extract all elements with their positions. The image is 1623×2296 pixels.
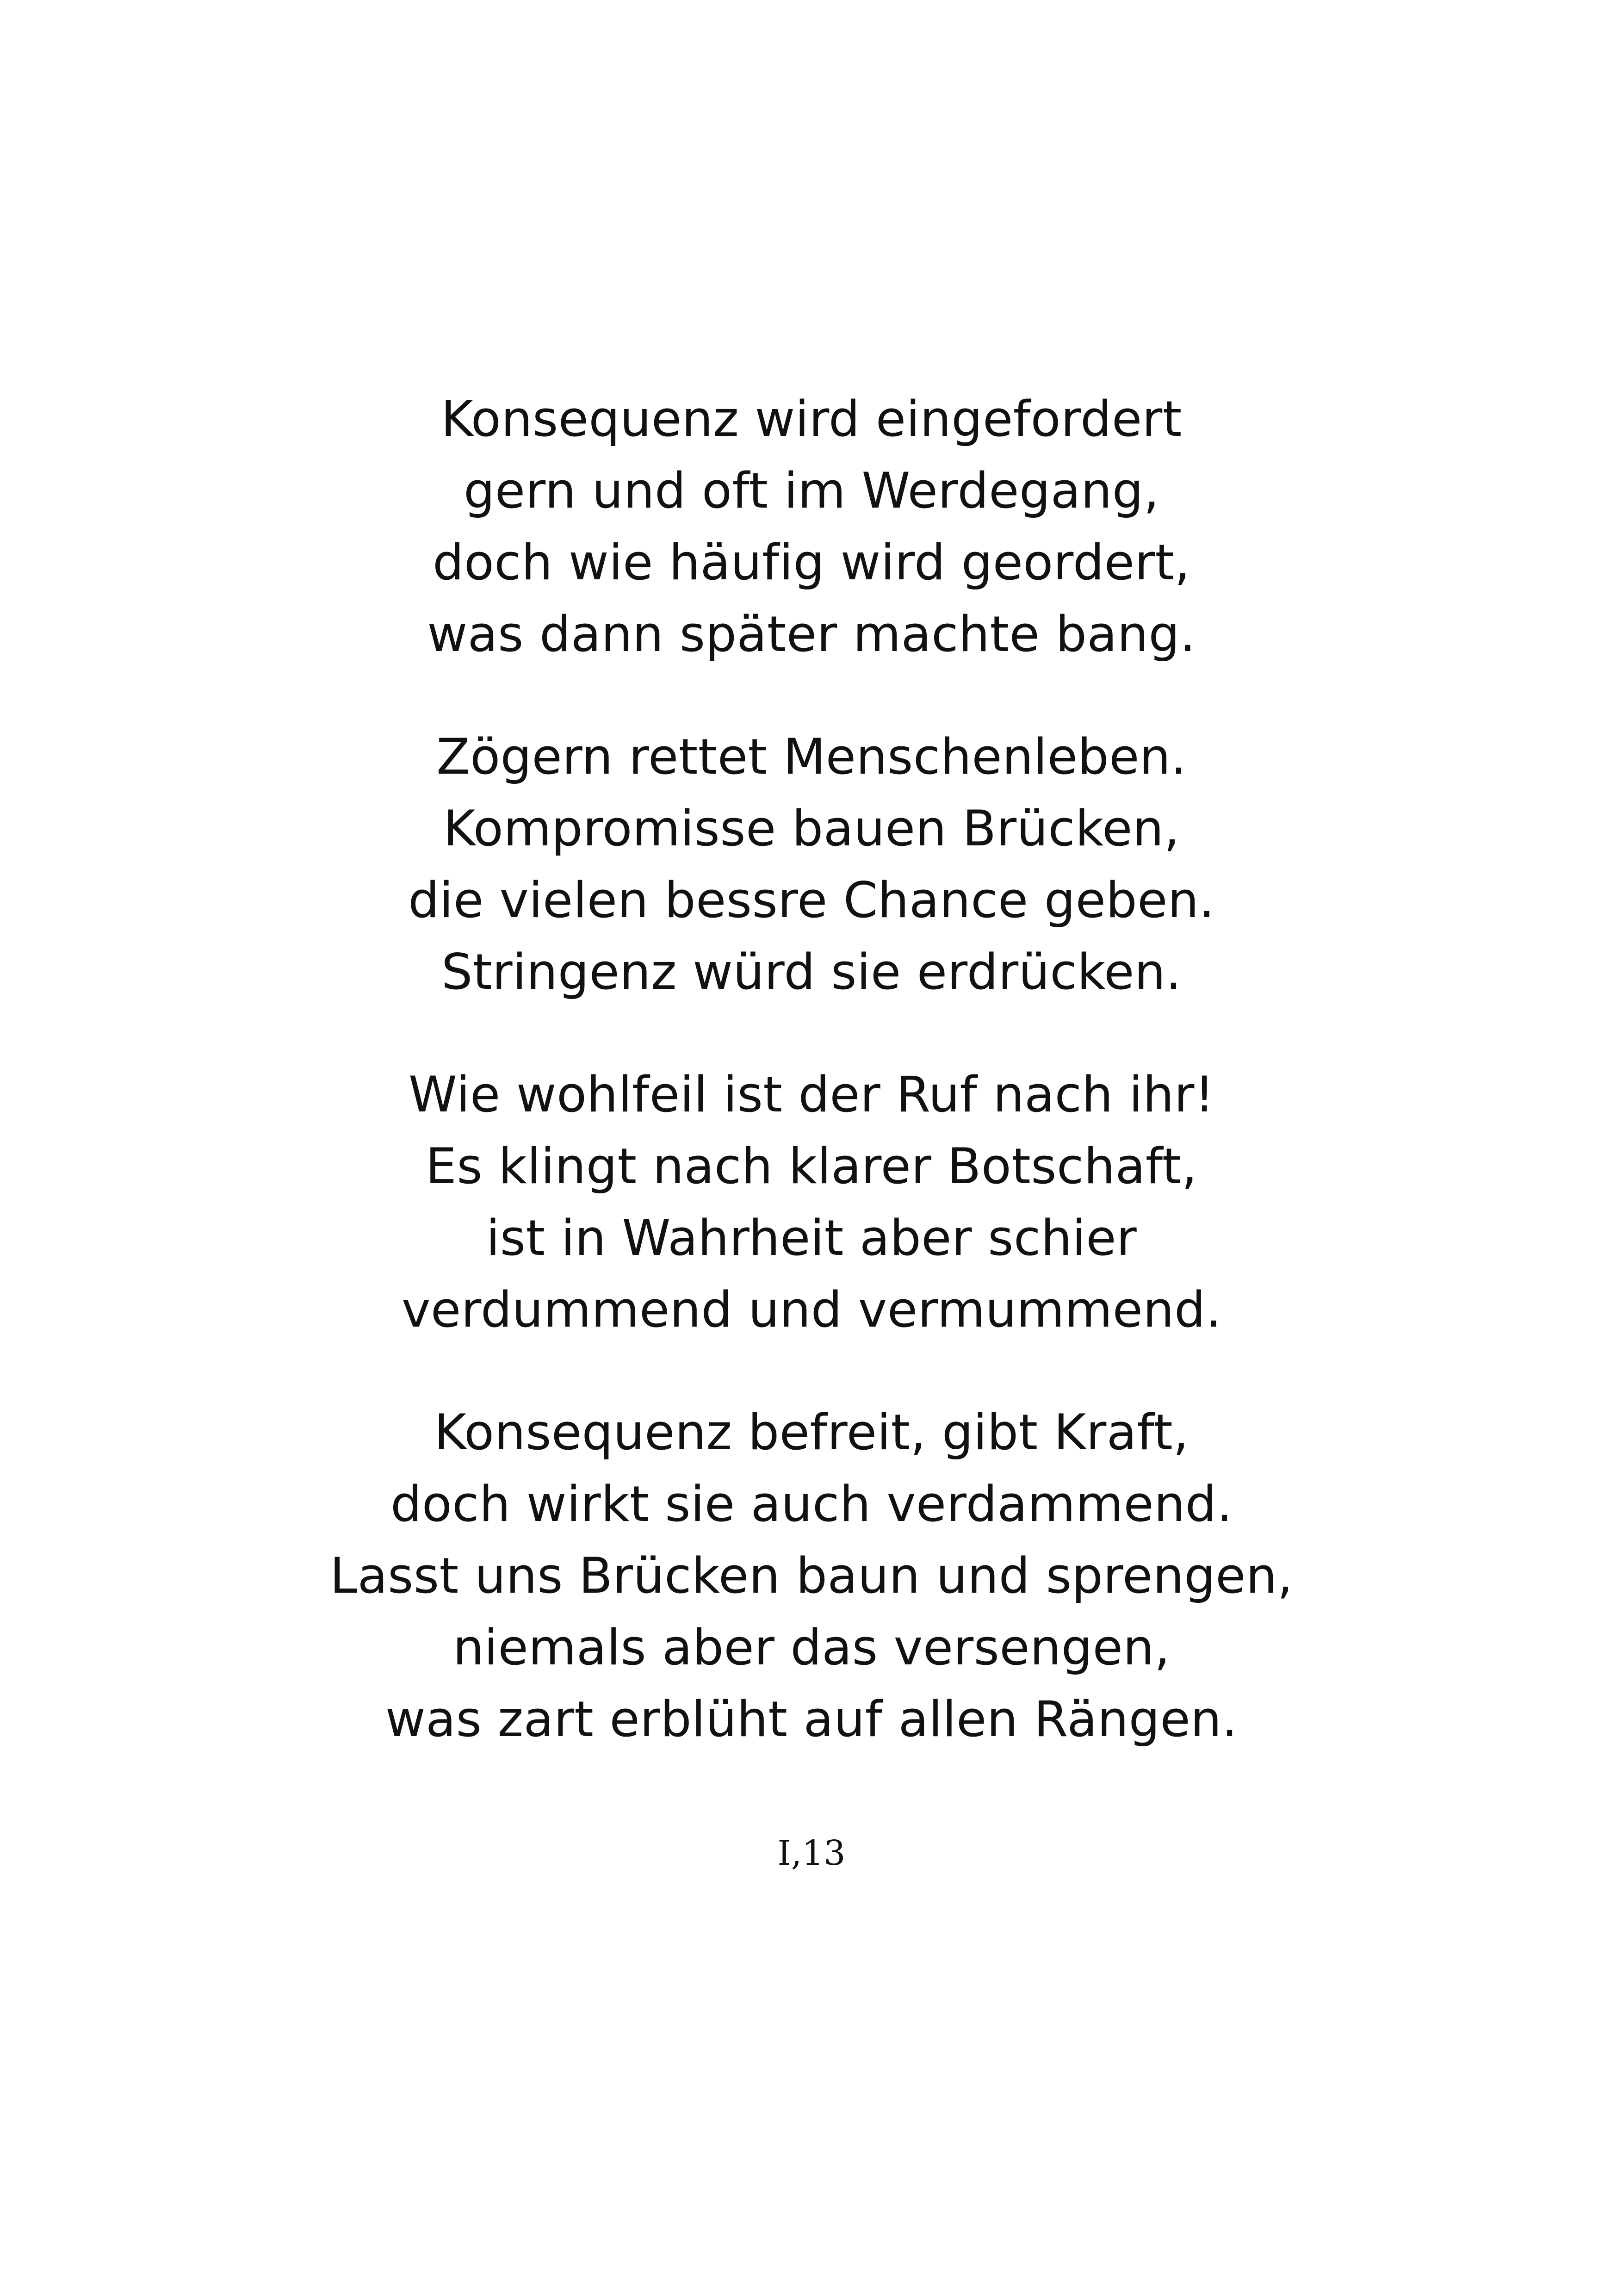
- stanza-3: [0, 1059, 1623, 1346]
- stanza-4: [0, 1396, 1623, 1755]
- poem: [0, 383, 1623, 1755]
- poem-line: doch wirkt sie auch verdammend.: [390, 1476, 1233, 1533]
- poem-line: Stringenz würd sie erdrücken.: [441, 943, 1182, 1000]
- poem-line: gern und oft im Werdegang,: [464, 462, 1159, 519]
- stanza-1: [0, 383, 1623, 670]
- stanza-2: [0, 721, 1623, 1008]
- poem-line: Konsequenz befreit, gibt Kraft,: [434, 1404, 1189, 1461]
- poem-line: niemals aber das versengen,: [452, 1619, 1171, 1676]
- poem-line: Es klingt nach klarer Botschaft,: [425, 1138, 1198, 1195]
- poem-line: doch wie häufig wird geordert,: [433, 534, 1190, 591]
- page-number: I,13: [777, 1833, 846, 1873]
- poem-line: Kompromisse bauen Brücken,: [443, 800, 1180, 857]
- poem-line: Zögern rettet Menschenleben.: [436, 728, 1187, 785]
- poem-line: die vielen bessre Chance geben.: [408, 872, 1215, 929]
- poem-line: Konsequenz wird eingefordert: [441, 391, 1182, 447]
- poem-line: was dann später machte bang.: [427, 606, 1196, 663]
- poem-line: Lasst uns Brücken baun und sprengen,: [330, 1547, 1293, 1604]
- poem-line: ist in Wahrheit aber schier: [486, 1210, 1137, 1266]
- poem-line: was zart erblüht auf allen Rängen.: [385, 1691, 1238, 1748]
- poem-line: Wie wohlfeil ist der Ruf nach ihr!: [409, 1066, 1214, 1123]
- poem-line: verdummend und vermummend.: [401, 1281, 1222, 1338]
